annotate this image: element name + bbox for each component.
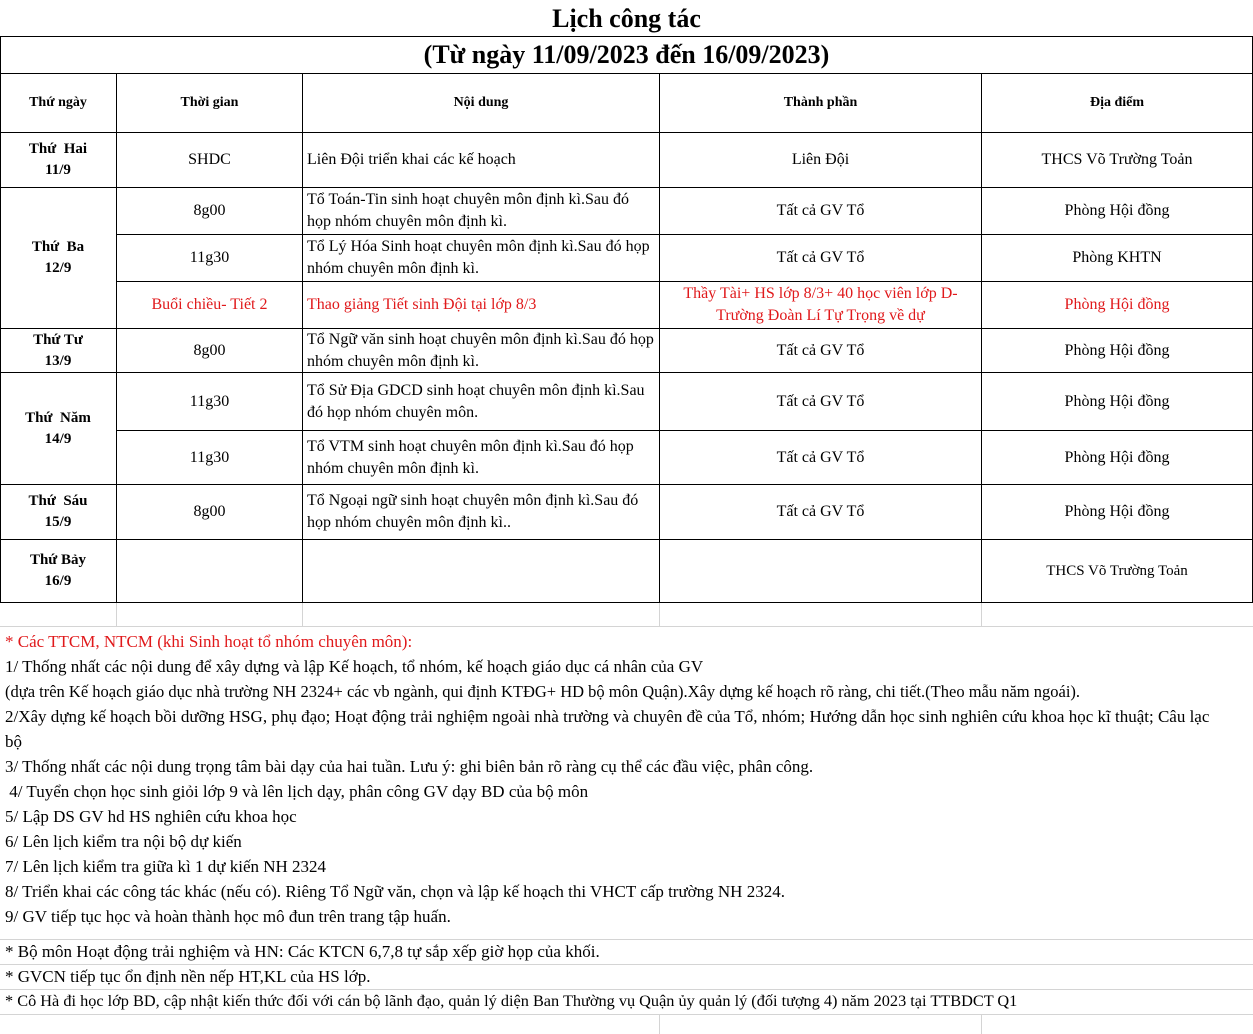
content-cell: Tổ Ngoại ngữ sinh hoạt chuyên môn định kì.Sau đó họp nhóm chuyên môn định kì.. (307, 492, 639, 531)
location-cell: Phòng KHTN (1072, 249, 1162, 266)
note-line: (dựa trên Kế hoạch giáo dục nhà trường NH 2324+ các vb ngành, qui định KTĐG+ HD bộ môn Quận).Xây dựng kế hoạch rõ ràng, chi tiết.(Theo mẫu năm ngoái). (5, 682, 1081, 701)
time-cell: 11g30 (189, 249, 230, 266)
note-line: 6/ Lên lịch kiểm tra nội bộ dự kiến (5, 832, 242, 851)
note-line: 3/ Thống nhất các nội dung trọng tâm bài dạy của hai tuần. Lưu ý: ghi biên bản rõ ràng cụ thể các đầu việc, phân công. (5, 757, 814, 776)
time-cell: 8g00 (193, 202, 226, 219)
time-cell: SHDC (188, 151, 231, 168)
participants-cell: Thầy Tài+ HS lớp 8/3+ 40 học viên lớp D-Trường Đoàn Lí Tự Trọng về dự (683, 285, 958, 324)
page-title: Lịch công tác (552, 4, 701, 33)
time-cell: Buổi chiều- Tiết 2 (151, 296, 268, 313)
time-cell: 8g00 (193, 341, 226, 359)
location-cell: Phòng Hội đồng (1064, 392, 1170, 410)
participants-cell: Tất cả GV Tổ (776, 202, 865, 219)
gridline (0, 626, 1253, 627)
participants-cell: Tất cả GV Tổ (776, 503, 865, 520)
day-cell-thursday (0, 373, 116, 484)
date-range-subtitle: (Từ ngày 11/09/2023 đến 16/09/2023) (423, 40, 830, 69)
header-day: Thứ ngày (29, 95, 87, 110)
table-border (0, 36, 1253, 37)
day-date: 16/9 (44, 573, 72, 589)
day-date: 12/9 (44, 260, 72, 276)
participants-cell: Tất cả GV Tổ (776, 392, 865, 410)
note-line: 7/ Lên lịch kiểm tra giữa kì 1 dự kiến NH 2324 (5, 857, 327, 876)
footer-note: * Cô Hà đi học lớp BD, cập nhật kiến thức đối với cán bộ lãnh đạo, quản lý diện Ban Thường vụ Quận ủy quản lý (đối tượng 4) năm 2023 tại TTBDCT Q1 (5, 991, 1018, 1010)
location-cell: THCS Võ Trường Toản (1046, 563, 1188, 579)
day-cell-wednesday (0, 329, 116, 372)
content-cell: Tổ Lý Hóa Sinh hoạt chuyên môn định kì.Sau đó họp nhóm chuyên môn định kì. (307, 238, 650, 277)
time-cell: 11g30 (189, 448, 230, 466)
header-participants: Thành phần (783, 95, 858, 110)
table-border (0, 602, 1253, 603)
participants-cell: Tất cả GV Tổ (776, 448, 865, 466)
content-cell: Thao giảng Tiết sinh Đội tại lớp 8/3 (307, 296, 537, 313)
footer-note: * Bộ môn Hoạt động trải nghiệm và HN: Các KTCN 6,7,8 tự sắp xếp giờ họp của khối. (5, 942, 600, 961)
day-cell-monday (0, 133, 116, 187)
gridline (0, 1014, 1253, 1015)
note-line: 9/ GV tiếp tục học và hoàn thành học mô đun trên trang tập huấn. (5, 907, 451, 926)
location-cell: Phòng Hội đồng (1064, 296, 1170, 313)
gridline (981, 1014, 982, 1034)
location-cell: Phòng Hội đồng (1064, 202, 1170, 219)
content-cell: Tổ Ngữ văn sinh hoạt chuyên môn định kì.Sau đó họp nhóm chuyên môn định kì. (307, 330, 654, 370)
participants-cell: Tất cả GV Tổ (776, 341, 865, 359)
content-cell: Tổ Toán-Tin sinh hoạt chuyên môn định kì.Sau đó họp nhóm chuyên môn định kì. (307, 191, 629, 230)
day-name: Thứ Tư (33, 331, 83, 348)
location-cell: Phòng Hội đồng (1064, 341, 1170, 359)
day-cell-tuesday (0, 188, 116, 328)
day-date: 15/9 (44, 514, 72, 530)
footer-note: * GVCN tiếp tục ổn định nền nếp HT,KL của HS lớp. (5, 967, 371, 986)
day-date: 13/9 (44, 352, 72, 369)
day-date: 11/9 (45, 162, 71, 178)
note-line: 8/ Triển khai các công tác khác (nếu có). Riêng Tổ Ngữ văn, chọn và lập kế hoạch thi VHCT cấp trường NH 2324. (5, 882, 785, 901)
notes-heading: * Các TTCM, NTCM (khi Sinh hoạt tổ nhóm chuyên môn): (5, 632, 413, 651)
content-cell: Tổ Sử Địa GDCD sinh hoạt chuyên môn định kì.Sau đó họp nhóm chuyên môn. (307, 381, 645, 421)
day-cell-saturday (0, 540, 116, 602)
note-line: 1/ Thống nhất các nội dung để xây dựng và lập Kế hoạch, tổ nhóm, kế hoạch giáo dục cá nhân của GV (5, 657, 704, 676)
header-location: Địa điểm (1089, 95, 1145, 110)
time-cell: 8g00 (193, 503, 226, 520)
day-date: 14/9 (44, 430, 72, 447)
time-cell (117, 540, 302, 602)
day-name: Thứ Năm (25, 409, 91, 426)
participants-cell: Liên Đội (791, 151, 850, 168)
header-content: Nội dung (453, 95, 509, 110)
day-cell-friday (0, 485, 116, 539)
gridline (659, 1014, 660, 1034)
location-cell: Phòng Hội đồng (1064, 503, 1170, 520)
gridline (981, 602, 982, 626)
day-name: Thứ Bảy (29, 552, 87, 568)
note-line: 2/Xây dựng kế hoạch bồi dưỡng HSG, phụ đạo; Hoạt động trải nghiệm ngoài nhà trường và chuyên đề của Tổ, nhóm; Hướng dẫn học sinh nghiên cứu khoa học kĩ thuật; Câu lạc bộ (5, 707, 1210, 751)
content-cell: Liên Đội triển khai các kế hoạch (307, 151, 516, 168)
participants-cell (660, 540, 981, 602)
day-name: Thứ Ba (31, 239, 85, 255)
time-cell: 11g30 (189, 392, 230, 410)
note-line: 5/ Lập DS GV hd HS nghiên cứu khoa học (5, 807, 297, 826)
header-time: Thời gian (180, 95, 239, 110)
participants-cell: Tất cả GV Tổ (776, 249, 865, 266)
content-cell: Tổ VTM sinh hoạt chuyên môn định kì.Sau đó họp nhóm chuyên môn định kì. (307, 437, 634, 477)
note-line: 4/ Tuyển chọn học sinh giỏi lớp 9 và lên lịch dạy, phân công GV dạy BD của bộ môn (5, 782, 589, 801)
content-cell (303, 540, 659, 602)
location-cell: Phòng Hội đồng (1064, 448, 1170, 466)
day-name: Thứ Sáu (28, 493, 88, 509)
gridline (659, 602, 660, 626)
gridline (116, 602, 117, 626)
day-name: Thứ Hai (28, 141, 88, 157)
location-cell: THCS Võ Trường Toản (1041, 151, 1193, 168)
gridline (302, 602, 303, 626)
